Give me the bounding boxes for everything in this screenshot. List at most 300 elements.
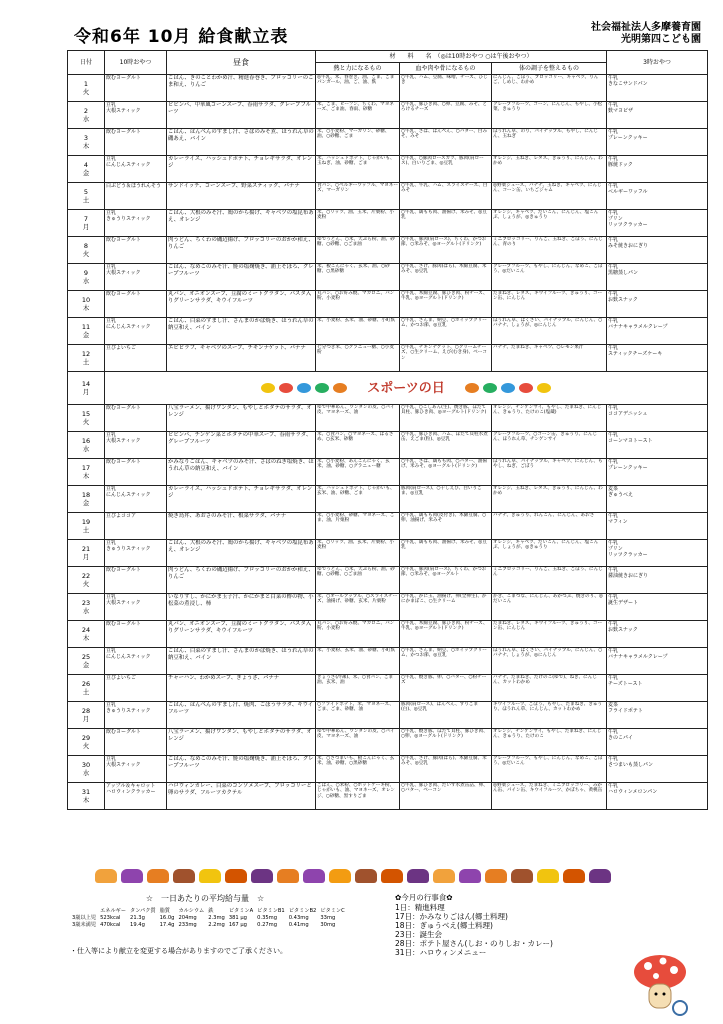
date-number: 7 (83, 215, 89, 223)
am-snack-cell: 飲むヨーグルト (105, 129, 167, 156)
am-snack-cell: 豆乳 きゅうりスティック (105, 540, 167, 567)
weekday: 金 (82, 331, 90, 339)
body-foods-cell: ○牛乳、鶏もも肉(皮付き)、木綿豆腐、○卵、油揚げ、米みそ (400, 513, 492, 540)
energy-foods-cell: 七分つき米、○グラニュー糖、○小麦粉 (316, 345, 400, 372)
body-foods-cell: ○牛乳、豚ひき肉、○卵、豆腐、みそ、とろけるチーズ (400, 102, 492, 129)
table-row (68, 156, 708, 183)
nutrient-header: カルシウム (178, 908, 205, 914)
pm-snack-cell: 牛乳 ハロウィンメロンパン (607, 783, 708, 810)
am-snack-cell: 飲むヨーグルト (105, 75, 167, 102)
date-cell (68, 648, 105, 675)
date-cell (68, 345, 105, 372)
lunch-cell: サンドイッチ、コーンスープ、野菜スティック、バナナ (167, 183, 316, 210)
table-row (68, 129, 708, 156)
energy-foods-cell: 米、小麦粉、玄米、油、砂糖、小町麩 (316, 318, 400, 345)
nutrient-header: ビタミンB1 (257, 908, 285, 914)
nutrient-value: 19.4g (130, 921, 145, 928)
body-foods-cell: ○牛乳、豚肉(肩ロース)、ちくわ、かつお節、○米みそ、◎ヨーグルト (400, 567, 492, 594)
menu-body (68, 75, 708, 810)
change-notice: ・仕入等により献立を変更する場合がありますのでご了承ください。 (70, 947, 287, 955)
body-foods-cell: ○牛乳、さけ、豚肉(ばら)、木綿豆腐、米みそ、◎豆乳 (400, 264, 492, 291)
am-snack-cell: アップル＆キャロット ハロウィンクラッカー (105, 783, 167, 810)
nutrient-value: 0.27mg (257, 921, 278, 928)
table-row (68, 183, 708, 210)
am-snack-cell: 飲むヨーグルト (105, 237, 167, 264)
date-number: 30 (81, 761, 91, 769)
table-row (68, 675, 708, 702)
regulating-foods-cell: グレープフルーツ、○コーン缶、きゅうり、にんじん、ほうれん草、チンゲンサイ (492, 432, 607, 459)
table-row (68, 513, 708, 540)
nutrient-value: 167 μg (228, 921, 247, 928)
regulating-foods-cell: ミニブロッコリー、りんご、玉ねぎ、ごぼう、にんじん (492, 567, 607, 594)
nutrient-header: 脂質 (159, 908, 170, 914)
energy-foods-cell: 米、ごま、ビーフン、ちくわ、マヨネーズ、ごま油、春雨、砂糖 (316, 102, 400, 129)
lunch-cell: ごはん、はんぺんのすまし汁、さばのみそ煮、ほうれん草の磯あえ、バイン (167, 129, 316, 156)
table-row (68, 783, 708, 810)
nutrient-header: ビタミンA (228, 908, 254, 914)
date-cell (68, 540, 105, 567)
weekday: 月 (82, 223, 90, 231)
weekday: 火 (82, 88, 90, 96)
am-snack-cell: 白ぶどう＆ほうれんそう (105, 183, 167, 210)
date-number: 23 (81, 599, 91, 607)
table-row (68, 621, 708, 648)
energy-foods-cell: ○フライドポテト、米、マヨネーズ、ごま、ごま、砂糖、油 (316, 702, 400, 729)
lunch-cell: 丸パン、オニオンスープ、豆腐のミートグラタン、パスタ入りグリーンサラダ、キウイフルーツ (167, 291, 316, 318)
pm-snack-cell: 牛乳 お麩スナック (607, 621, 708, 648)
weekday: 月 (82, 388, 90, 396)
energy-foods-cell: ゆでうどん、○米、天ぷら粉、油、砂糖、○砂糖、○ごま油 (316, 237, 400, 264)
body-foods-cell: ○牛乳、鶏もも肉、油揚げ、米みそ、◎豆乳 (400, 210, 492, 237)
table-row (68, 291, 708, 318)
pm-snack-cell: 牛乳 さつまいも蒸しパン (607, 756, 708, 783)
date-number: 19 (81, 518, 91, 526)
body-foods-cell: ○牛乳、豚ひき肉、ハム、ほたて貝柱水煮缶、えごま(粒)、◎豆乳 (400, 432, 492, 459)
lunch-cell: ビビンバ、チンゲン菜とホタテの中華スープ、春雨サラダ、グレープフルーツ (167, 432, 316, 459)
date-number: 10 (81, 296, 91, 304)
date-number: 26 (81, 680, 91, 688)
pm-snack-cell: 牛乳 コーンマヨトースト (607, 432, 708, 459)
nutrient-value: 33mg (320, 914, 336, 921)
pm-snack-cell: 牛乳 プリン リッツクラッカー (607, 540, 708, 567)
table-row (68, 75, 708, 102)
table-row (68, 345, 708, 372)
date-cell (68, 783, 105, 810)
date-cell (68, 210, 105, 237)
date-number: 22 (81, 572, 91, 580)
pm-snack-cell: 牛乳 プリン リッツクラッカー (607, 210, 708, 237)
date-cell (68, 567, 105, 594)
body-foods-cell: ○牛乳、木綿豆腐、豚ひき肉、粉チーズ、牛乳、◎ヨーグルト(ドリンク) (400, 291, 492, 318)
lunch-cell: ごはん、大根のみそ汁、鶏のから揚げ、キャベツの塩昆布あえ、オレンジ (167, 210, 316, 237)
energy-foods-cell: 米、ハッシュドポテト、じゃがいも、玉ねぎ、油、砂糖、ごま (316, 156, 400, 183)
am-snack-cell: 豆乳 きゅうりスティック (105, 210, 167, 237)
date-cell (68, 621, 105, 648)
energy-foods-cell: ごはん、○米粉、○ホットケーキ粉、じゃがいも、油、マヨネーズ、オレンジ、○砂糖、黒すりごま (316, 783, 400, 810)
date-number: 16 (81, 437, 91, 445)
date-cell (68, 675, 105, 702)
weekday: 土 (82, 358, 90, 366)
energy-foods-cell: 食パン、○ベルギーワッフル、マヨネーズ、マーガリン (316, 183, 400, 210)
date-cell (68, 183, 105, 210)
weekday: 土 (82, 688, 90, 696)
energy-foods-cell: 米、○小麦粉、マーガリン、砂糖、油、○砂糖、ごま (316, 129, 400, 156)
regulating-foods-cell: ◎野菜ジュース、たまねぎ、ミニブロッコリー、みかん缶、パイン缶、キウイフルーツ、かぼちゃ、黄桃缶 (492, 783, 607, 810)
weekday: 水 (82, 115, 90, 123)
date-cell (68, 702, 105, 729)
event-meals (395, 893, 553, 957)
date-number: 14 (81, 380, 91, 388)
nutrition-row (70, 914, 347, 921)
body-foods-cell: ○牛乳、木綿豆腐、豚ひき肉、粉チーズ、牛乳、◎ヨーグルト(ドリンク) (400, 621, 492, 648)
nutrient-value: 3歳未満児 (72, 922, 97, 928)
date-cell (68, 372, 105, 405)
pm-snack-cell: 牛乳 マフィン (607, 513, 708, 540)
pm-snack-cell: 麦茶 ぎゅうべえ (607, 486, 708, 513)
pm-snack-cell: 牛乳 きのこパイ (607, 729, 708, 756)
energy-foods-cell: 米、ハッシュドポテト、じゃがいも、玄米、油、砂糖、ごま (316, 486, 400, 513)
weekday: 水 (82, 607, 90, 615)
regulating-foods-cell: ほうれん草、のり、パイナップル、もやし、にんじん、玉ねぎ (492, 129, 607, 156)
weekday: 火 (82, 418, 90, 426)
am-snack-cell: 豆乳 にんじんスティック (105, 648, 167, 675)
regulating-foods-cell: ほうれん草、パイナップル、キャベツ、にんじん、もやし、ねぎ、ごぼう (492, 459, 607, 486)
nutrient-header: エネルギー (100, 908, 127, 914)
average-nutrition (70, 893, 345, 928)
header-lunch: 昼食 (167, 51, 316, 75)
org-line: 光明第四こども園 (621, 34, 701, 45)
regulating-foods-cell: たまねぎ、レタス、キウイフルーツ、きゅうり、コーン缶、にんじん (492, 291, 607, 318)
date-cell (68, 291, 105, 318)
pm-snack-cell: 牛乳 誕生デザート (607, 594, 708, 621)
pm-snack-cell: 牛乳 黒糖蒸しパン (607, 264, 708, 291)
body-foods-cell: ○牛乳、さんま、納豆、○ホイップクリーム、かつお節、◎豆乳 (400, 318, 492, 345)
org-line: 社会福祉法人多摩養育園 (591, 22, 701, 33)
weekday: 水 (82, 277, 90, 285)
weekday: 木 (82, 634, 90, 642)
regulating-foods-cell: キウイフルーツ、ごぼう、もやし、たまねぎ、きゅうり、ほうれん草、にんじん、カットわかめ (492, 702, 607, 729)
nutrient-value: 2.3mg (208, 914, 225, 921)
weekday: 水 (82, 445, 90, 453)
nutrient-value: 0.35mg (257, 914, 278, 921)
date-number: 2 (83, 107, 89, 115)
lunch-cell: 焼き鳥丼、あおさのみそ汁、根菜サラダ、バナナ (167, 513, 316, 540)
am-snack-cell: 飲むヨーグルト (105, 567, 167, 594)
table-row (68, 318, 708, 345)
regulating-foods-cell: オレンジ、チンゲンサイ、もやし、たまねぎ、にんじん、きゅうり、たけのこ (492, 729, 607, 756)
weekday: 月 (82, 715, 90, 723)
lunch-cell: ごはん、なめこのみそ汁、鮭の塩麹焼き、浦上そぼろ、グレープフルーツ (167, 756, 316, 783)
body-foods-cell: ○牛乳、○豚肉ロースカツ、豚肉(肩ロース)、白いりごま、◎豆乳 (400, 156, 492, 183)
body-foods-cell: ○牛乳、かに玉、油揚げ、卵(全卵生)、かにかまぼこ、○生クリーム (400, 594, 492, 621)
date-number: 8 (83, 242, 89, 250)
pm-snack-cell: 牛乳 スティックチーズケーキ (607, 345, 708, 372)
regulating-foods-cell: たまねぎ、レタス、キウイフルーツ、きゅうり、コーン缶、にんじん (492, 621, 607, 648)
energy-foods-cell: ◎牛乳、米、春巻き、油、ごま、ごまパンガール、油、ご、油、麩 (316, 75, 400, 102)
nutrition-table (70, 907, 347, 928)
date-number: 24 (81, 626, 91, 634)
pm-snack-cell: 牛乳 ココアデニッシュ (607, 405, 708, 432)
weekday: 火 (82, 742, 90, 750)
date-cell (68, 513, 105, 540)
am-snack-cell: 飲むヨーグルト (105, 459, 167, 486)
energy-foods-cell: 米、○オールアップル、○スライスチーズ、油揚げ、砂糖、玄米、片栗粉 (316, 594, 400, 621)
lunch-cell: 八宝ラーメン、揚げワンタン、もやしとホタテのサラダ、オレンジ (167, 729, 316, 756)
weekday: 火 (82, 250, 90, 258)
date-cell (68, 102, 105, 129)
table-row (68, 702, 708, 729)
date-number: 11 (81, 323, 91, 331)
event-item: 17日：かみなりごはん(郷土料理) (395, 912, 508, 921)
date-cell (68, 432, 105, 459)
body-foods-cell: ○牛乳、鶏もも肉、油揚げ、米みそ、◎豆乳 (400, 540, 492, 567)
table-row (68, 237, 708, 264)
date-number: 31 (81, 788, 91, 796)
am-snack-cell: 豆乳 にんじんスティック (105, 156, 167, 183)
page-title: 令和6年 10月 給食献立表 (74, 27, 289, 47)
am-snack-cell: 豆ぴよココア (105, 513, 167, 540)
pm-snack-cell: 牛乳 麩マヨピザ (607, 102, 708, 129)
date-cell (68, 237, 105, 264)
regulating-foods-cell: オレンジ、キャベツ、だいこん、にんじん、塩こんぶ、しょうが、◎きゅうり (492, 210, 607, 237)
date-number: 15 (81, 410, 91, 418)
date-cell (68, 459, 105, 486)
pm-snack-cell: 牛乳 プレーンクッキー (607, 459, 708, 486)
am-snack-cell: 豆ぴよいちご (105, 675, 167, 702)
lunch-cell: 八宝ラーメン、揚げワンタン、もやしとホタテのサラダ、オレンジ (167, 405, 316, 432)
date-cell (68, 594, 105, 621)
date-number: 17 (81, 464, 91, 472)
date-number: 21 (81, 545, 91, 553)
energy-foods-cell: ぎょうざ(冷凍)、米、○食パン、ごま油、玄米、油 (316, 675, 400, 702)
nutrient-value: 204mg (178, 914, 197, 921)
body-foods-cell: ○牛乳、さんま、納豆、○ホイップクリーム、かつお節、◎豆乳 (400, 648, 492, 675)
lunch-cell: カレーライス、ハッシュドポテト、チョレギサラダ、オレンジ (167, 156, 316, 183)
sports-deco-left (259, 381, 349, 396)
nutrient-value: 21.3g (130, 914, 145, 921)
am-snack-cell: 豆乳 大根スティック (105, 264, 167, 291)
pm-snack-cell: 牛乳 ベルギーワッフル (607, 183, 708, 210)
header-materials: 材 料 名 （◎は10時おやつ ○は午後おやつ） (316, 51, 607, 63)
nutrient-value: 2.2mg (208, 921, 225, 928)
table-row (68, 540, 708, 567)
lunch-cell: 丸パン、オニオンスープ、豆腐のミートグラタン、パスタ入りグリーンサラダ、キウイフルーツ (167, 621, 316, 648)
event-item: 18日：ぎゅうべえ(郷土料理) (395, 921, 493, 930)
lunch-cell: エビピラフ、キャベツのスープ、チキンナゲット、バナナ (167, 345, 316, 372)
lunch-cell: ごはん、きのことわかめ汁、精進春巻き、ブロッコリーのごま和え、りんご (167, 75, 316, 102)
date-number: 29 (81, 734, 91, 742)
body-foods-cell: 豚肉(肩ロース)、はんぺん、すりごま(白)、◎豆乳 (400, 702, 492, 729)
body-foods-cell: ○牛乳、焼き豚、卵、○バター、○粉チーズ (400, 675, 492, 702)
lunch-cell: ごはん、白菜のすまし汁、さんまのかば焼き、ほうれん草の納豆和え、バイン (167, 318, 316, 345)
am-snack-cell: 飲むヨーグルト (105, 621, 167, 648)
nutrient-value: 233mg (178, 921, 197, 928)
am-snack-cell: 豆乳 きゅうりスティック (105, 702, 167, 729)
pm-snack-cell: 牛乳 きなこサンドパン (607, 75, 708, 102)
am-snack-cell: 飲むヨーグルト (105, 405, 167, 432)
lunch-cell: ビビンバ、中華風コーンスープ、春雨サラダ、グレープフルーツ (167, 102, 316, 129)
lunch-cell: ごはん、なめこのみそ汁、鮭の塩麹焼き、浦上そぼろ、グレープフルーツ (167, 264, 316, 291)
mushroom-character-icon (630, 952, 690, 1018)
date-number: 18 (81, 491, 91, 499)
date-number: 1 (83, 80, 89, 88)
am-snack-cell: 飲むヨーグルト (105, 291, 167, 318)
pm-snack-cell: 牛乳 豚焼ドック (607, 156, 708, 183)
decoration-characters (95, 868, 695, 888)
nutrient-header: ビタミンB2 (288, 908, 317, 914)
date-cell (68, 756, 105, 783)
pm-snack-cell: 牛乳 みそ焼きおにぎり (607, 237, 708, 264)
weekday: 土 (82, 196, 90, 204)
energy-foods-cell: 丸パン、○お好み焼、マカロニ、パン粉、小麦粉 (316, 291, 400, 318)
header-pm-snack: 3時おやつ (607, 51, 708, 75)
weekday: 木 (82, 796, 90, 804)
weekday: 水 (82, 769, 90, 777)
body-foods-cell: ○牛乳、牛乳、ハム、スライスチーズ、白みそ (400, 183, 492, 210)
date-cell (68, 129, 105, 156)
table-row (68, 210, 708, 237)
am-snack-cell: 豆乳 大根スティック (105, 102, 167, 129)
regulating-foods-cell: ほうれん草、はくさい、パイナップル、にんじん、○バナナ、しょうが、◎にんじん (492, 318, 607, 345)
date-cell (68, 156, 105, 183)
weekday: 月 (82, 553, 90, 561)
holiday-banner (105, 372, 708, 405)
lunch-cell: ごはん、白菜のすまし汁、さんまのかば焼き、ほうれん草の納豆和え、バイン (167, 648, 316, 675)
am-snack-cell: 飲むヨーグルト (105, 729, 167, 756)
regulating-foods-cell: オレンジ、チンゲンサイ、もやし、たまねぎ、にんじん、きゅうり、たけのこ(塩蔵) (492, 405, 607, 432)
average-title: ☆ 一日あたりの平均給与量 ☆ (145, 894, 265, 903)
events-title: ✿今月の行事食✿ (395, 893, 453, 902)
header-body: 血や肉や骨になるもの (400, 63, 492, 75)
table-row (68, 594, 708, 621)
nutrient-value: 470kcal (100, 921, 121, 928)
energy-foods-cell: ゆで中華めん、ワンタンの皮、○パイ皮、マヨネーズ、油 (316, 405, 400, 432)
energy-foods-cell: 米、○リッツ、油、玄米、片栗粉、小麦粉 (316, 540, 400, 567)
regulating-foods-cell: にんじん、ごぼう、ブロッコリー、キャベツ、りんご、しめじ、わかめ (492, 75, 607, 102)
regulating-foods-cell: バナナ、たまねぎ、キャベツ、○レモン果汁 (492, 345, 607, 372)
nutrient-value: 381 μg (228, 914, 247, 921)
regulating-foods-cell: オレンジ、玉ねぎ、レタス、きゅうり、にんじん、わかめ (492, 486, 607, 513)
lunch-cell: かみなりごはん、キャベツのみそ汁、さばのねぎ塩焼き、ほうれん草の納豆和え、バイン (167, 459, 316, 486)
body-foods-cell: ○牛乳、さば、鶏もも肉、○バター、油揚げ、米みそ、◎ヨーグルト(ドリンク) (400, 459, 492, 486)
body-foods-cell: ○牛乳、さば、はんぺん、○バター、白みそ、みそ (400, 129, 492, 156)
weekday: 木 (82, 304, 90, 312)
lunch-cell: チャーハン、わかめスープ、ぎょうざ、バナナ (167, 675, 316, 702)
table-row (68, 459, 708, 486)
body-foods-cell: ○牛乳、さけ、豚肉(ばら)、木綿豆腐、米みそ、◎豆乳 (400, 756, 492, 783)
menu-table (67, 50, 708, 810)
lunch-cell: 肉うどん、ちくわの磯辺揚げ、ブロッコリーのおかか和え、りんご (167, 237, 316, 264)
body-foods-cell: ○牛乳、焼き豚、ほたて貝柱、豚ひき肉、○卵、◎ヨーグルト(ドリンク) (400, 729, 492, 756)
am-snack-cell: 豆乳 大根スティック (105, 594, 167, 621)
nutrient-header: 鉄 (208, 908, 214, 914)
energy-foods-cell: ゆで中華めん、ワンタンの皮、○パイ皮、マヨネーズ、油 (316, 729, 400, 756)
energy-foods-cell: 米、○小麦粉、砂糖、マヨネーズ、ごま、油、片栗粉 (316, 513, 400, 540)
body-foods-cell: ○牛乳、○こしあん(生)、焼き豚、ほたて貝柱、豚ひき肉、◎ヨーグルト(ドリンク) (400, 405, 492, 432)
am-snack-cell: 豆乳 大根スティック (105, 432, 167, 459)
table-row (68, 756, 708, 783)
pm-snack-cell: 牛乳 バナナキャラメルクレープ (607, 318, 708, 345)
regulating-foods-cell: バナナ、きゅうり、れんこん、にんじん、あおさ (492, 513, 607, 540)
body-foods-cell: ○牛乳、ハム、豆腐、味噌、チーズ、ひじき (400, 75, 492, 102)
weekday: 金 (82, 499, 90, 507)
header-regulate: 体の調子を整えるもの (492, 63, 607, 75)
regulating-foods-cell: オレンジ、玉ねぎ、レタス、きゅうり、にんじん、わかめ (492, 156, 607, 183)
event-item: 1日：精進料理 (395, 903, 445, 912)
energy-foods-cell: 米、○さつまいも、板こんにゃく、玄米、油、砂糖、○黒砂糖 (316, 756, 400, 783)
sports-deco-right (463, 381, 553, 396)
regulating-foods-cell: オレンジ、キャベツ、だいこん、にんじん、塩こんぶ、しょうが、◎きゅうり (492, 540, 607, 567)
holiday-row (68, 372, 708, 405)
am-snack-cell: 豆ぴよいちご (105, 345, 167, 372)
date-number: 9 (83, 269, 89, 277)
date-cell (68, 318, 105, 345)
lunch-cell: カレーライス、ハッシュドポテト、チョレギサラダ、オレンジ (167, 486, 316, 513)
table-row (68, 567, 708, 594)
date-number: 4 (83, 161, 89, 169)
nutrient-value: 17.4g (159, 921, 175, 928)
regulating-foods-cell: グレープフルーツ、もやし、にんじん、なめこ、ごぼう、◎だいこん (492, 264, 607, 291)
event-item: 23日：誕生会 (395, 930, 443, 939)
regulating-foods-cell: ミニブロッコリー、りんご、玉ねぎ、ごぼう、にんじん、青のり (492, 237, 607, 264)
table-row (68, 729, 708, 756)
date-number: 3 (83, 134, 89, 142)
date-cell (68, 264, 105, 291)
body-foods-cell: ○牛乳、チキンナゲット、○クリームチーズ、○生クリーム、えび(むき身)、ベーコン (400, 345, 492, 372)
header-am-snack: 10時おやつ (105, 51, 167, 75)
date-number: 28 (81, 707, 91, 715)
regulating-foods-cell: グレープフルーツ、もやし、にんじん、なめこ、ごぼう、◎だいこん (492, 756, 607, 783)
pm-snack-cell: 牛乳 お麩スナック (607, 291, 708, 318)
nutrient-header: ビタミンC (320, 908, 345, 914)
table-row (68, 405, 708, 432)
energy-foods-cell: ゆでうどん、○米、天ぷら粉、油、砂糖、○砂糖、○ごま油 (316, 567, 400, 594)
regulating-foods-cell: ◎野菜ジュース、バナナ、玉ねぎ、キャベツ、にんじん、コーン缶、いちごジャム (492, 183, 607, 210)
weekday: 土 (82, 526, 90, 534)
holiday-label: スポーツの日 (367, 380, 445, 396)
date-cell (68, 486, 105, 513)
pm-snack-cell: 牛乳 チーズトースト (607, 675, 708, 702)
weekday: 火 (82, 580, 90, 588)
event-item: 28日：ポテト屋さん(しお・のりしお・カレー) (395, 939, 553, 948)
regulating-foods-cell: バナナ、たまねぎ、たけのこ(ゆで)、ねぎ、にんじん、カットわかめ (492, 675, 607, 702)
date-cell (68, 75, 105, 102)
nutrient-header: タンパク質 (130, 908, 156, 914)
regulating-foods-cell: ほうれん草、はくさい、パイナップル、にんじん、○バナナ、しょうが、◎にんじん (492, 648, 607, 675)
nutrient-value: 16.0g (159, 914, 175, 921)
energy-foods-cell: 米、○小麦粉、あんこんにゃく、玄米、油、砂糖、○グラニュー糖 (316, 459, 400, 486)
nutrient-value: 3歳以上児 (72, 915, 97, 921)
date-number: 12 (81, 350, 91, 358)
header-energy: 熱と力になるもの (316, 63, 400, 75)
lunch-cell: いなりずし、かにかま玉子汁、かにかまと白菜の酢の物、小松菜の煮浸し、柿 (167, 594, 316, 621)
nutrient-value: 30mg (320, 921, 336, 928)
pm-snack-cell: 麦茶 フライドポテト (607, 702, 708, 729)
energy-foods-cell: 米、○リッツ、油、玉米、片栗粉、小麦粉 (316, 210, 400, 237)
nutrient-value: 0.41mg (288, 921, 309, 928)
energy-foods-cell: 米、小麦粉、玄米、油、砂糖、小町麩 (316, 648, 400, 675)
lunch-cell: ごはん、大根のみそ汁、鶏のから揚げ、キャベツの塩昆布あえ、オレンジ (167, 540, 316, 567)
header-date: 日付 (68, 51, 105, 75)
energy-foods-cell: 丸パン、○お好み焼、マカロニ、パン粉、小麦粉 (316, 621, 400, 648)
am-snack-cell: 豆乳 大根スティック (105, 756, 167, 783)
pm-snack-cell: 牛乳 プレーンクッキー (607, 129, 708, 156)
table-row (68, 102, 708, 129)
table-row (68, 432, 708, 459)
weekday: 金 (82, 661, 90, 669)
am-snack-cell: 豆乳 にんじんスティック (105, 486, 167, 513)
nutrient-value: 0.43mg (288, 914, 309, 921)
